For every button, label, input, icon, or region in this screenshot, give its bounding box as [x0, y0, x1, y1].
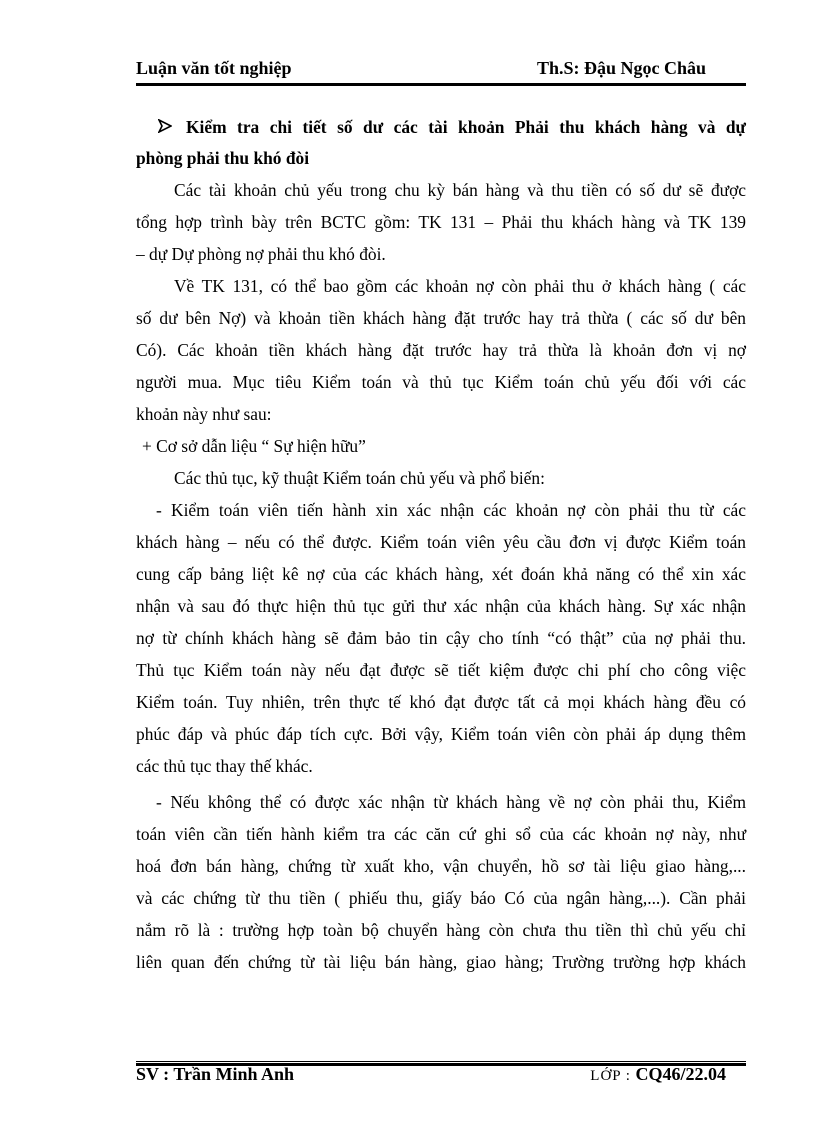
paragraph-line: Kiểm toán. Tuy nhiên, trên thực tế khó đạt được tất cả mọi khách hàng đều có	[136, 692, 746, 712]
paragraph-line: nắm rõ là : trường hợp toàn bộ chuyển hàng còn chưa thu tiền thì chủ yếu chỉ	[136, 920, 746, 940]
paragraph-line: liên quan đến chứng từ tài liệu bán hàng, giao hàng; Trường trường hợp khách	[136, 952, 746, 972]
paragraph-line: khoản này như sau:	[136, 404, 272, 424]
paragraph-line: và các chứng từ thu tiền ( phiếu thu, giấy báo Có của ngân hàng,...). Cần phải	[136, 888, 746, 908]
bullet-line: - Nếu không thể có được xác nhận từ khách hàng về nợ còn phải thu, Kiểm	[156, 792, 746, 812]
paragraph-line: Thủ tục Kiểm toán này nếu đạt được sẽ tiết kiệm được chi phí cho công việc	[136, 660, 746, 680]
paragraph-line: người mua. Mục tiêu Kiểm toán và thủ tục Kiểm toán chủ yếu đối với các	[136, 372, 746, 392]
footer-class-label: LỚP :	[590, 1068, 631, 1084]
assertion-line: + Cơ sở dẫn liệu “ Sự hiện hữu”	[142, 436, 366, 456]
paragraph-line: tổng hợp trình bày trên BCTC gồm: TK 131 – Phải thu khách hàng và TK 139	[136, 212, 746, 232]
section-heading-line-2: phòng phải thu khó đòi	[136, 148, 310, 168]
footer-class-value: CQ46/22.04	[635, 1064, 726, 1084]
paragraph-line: Về TK 131, có thể bao gồm các khoản nợ còn phải thu ở khách hàng ( các	[174, 276, 746, 296]
bullet-line: - Kiểm toán viên tiến hành xin xác nhận các khoản nợ còn phải thu từ các	[156, 500, 746, 520]
paragraph-line: Có). Các khoản tiền khách hàng đặt trước hay trả thừa là khoản đơn vị nợ	[136, 340, 746, 360]
section-heading-line-1: Kiểm tra chi tiết số dư các tài khoản Phải thu khách hàng và dự	[136, 112, 746, 142]
header-rule	[136, 83, 746, 86]
paragraph-line: nhận và sau đó thực hiện thủ tục gửi thư xác nhận của khách hàng. Sự xác nhận	[136, 596, 746, 616]
paragraph-line: cung cấp bảng liệt kê nợ của các khách hàng, xét đoán khả năng có thể xin xác	[136, 564, 746, 584]
paragraph-line: phúc đáp và phúc đáp tích cực. Bởi vậy, Kiểm toán viên còn phải áp dụng thêm	[136, 724, 746, 744]
paragraph-line: nợ từ chính khách hàng sẽ đảm bảo tin cậy cho tính “có thật” của nợ phải thu.	[136, 628, 746, 648]
footer-class	[590, 1064, 726, 1085]
paragraph-line: khách hàng – nếu có thể được. Kiểm toán viên yêu cầu đơn vị được Kiểm toán	[136, 532, 746, 552]
paragraph-line: – dự Dự phòng nợ phải thu khó đòi.	[136, 244, 386, 264]
paragraph-line: Các tài khoản chủ yếu trong chu kỳ bán hàng và thu tiền có số dư sẽ được	[174, 180, 746, 200]
paragraph-line: Các thủ tục, kỹ thuật Kiểm toán chủ yếu và phổ biến:	[174, 468, 545, 488]
paragraph-line: hoá đơn bán hàng, chứng từ xuất kho, vận chuyển, hồ sơ tài liệu giao hàng,...	[136, 856, 746, 876]
page-header	[136, 58, 746, 84]
arrow-right-bullet-icon	[158, 112, 172, 142]
paragraph-line: toán viên cần tiến hành kiểm tra các căn cứ ghi sổ của các khoản nợ này, như	[136, 824, 746, 844]
footer-student: SV : Trần Minh Anh	[136, 1064, 295, 1084]
header-thesis-title: Luận văn tốt nghiệp	[136, 58, 292, 78]
paragraph-line: các thủ tục thay thế khác.	[136, 756, 313, 776]
paragraph-line: số dư bên Nợ) và khoản tiền khách hàng đặt trước hay trả thừa ( các số dư bên	[136, 308, 746, 328]
footer-rule-top	[136, 1061, 746, 1062]
header-advisor: Th.S: Đậu Ngọc Châu	[536, 58, 706, 78]
